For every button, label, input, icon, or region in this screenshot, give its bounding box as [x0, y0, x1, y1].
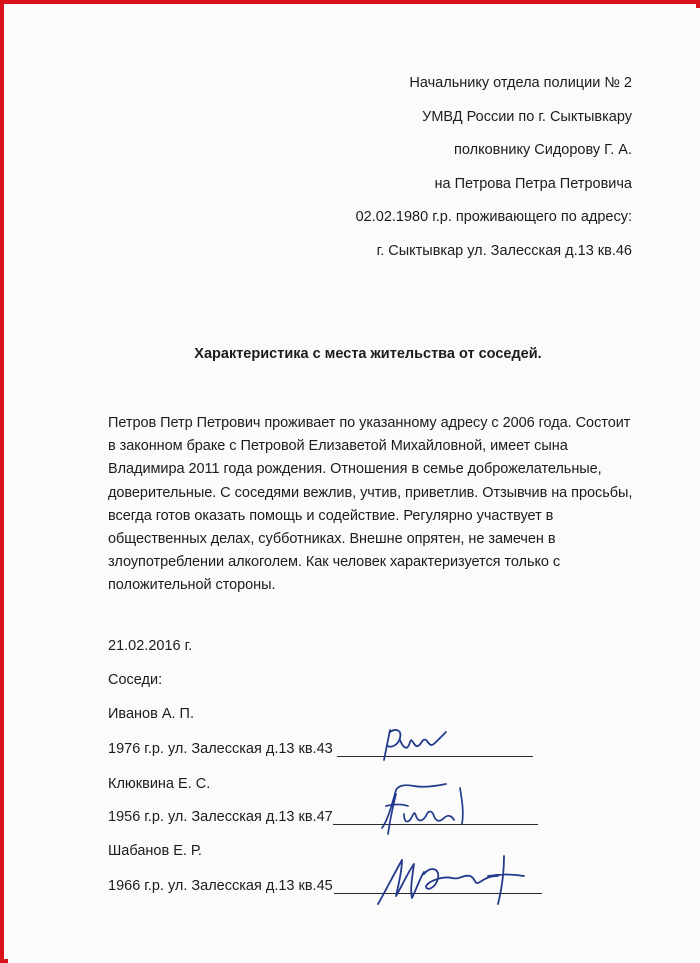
neighbor-address: 1966 г.р. ул. Залесская д.13 кв.45	[108, 878, 333, 894]
signature-klyukvina	[374, 780, 474, 840]
neighbors-label: Соседи:	[108, 672, 163, 688]
neighbor-name: Иванов А. П.	[108, 706, 195, 722]
body-line: общественных делах, субботниках. Внешне опрятен, не замечен в	[108, 531, 556, 548]
addressee-line: 02.02.1980 г.р. проживающего по адресу:	[355, 209, 632, 226]
characteristic-body	[108, 412, 633, 598]
body-line: доверительные. С соседями вежлив, учтив, приветлив. Отзывчив на просьбы,	[108, 484, 633, 501]
addressee-line: на Петрова Петра Петровича	[434, 175, 632, 192]
neighbor-address: 1956 г.р. ул. Залесская д.13 кв.47	[108, 809, 333, 825]
neighbor-address: 1976 г.р. ул. Залесская д.13 кв.43	[108, 741, 333, 757]
addressee-block	[356, 74, 632, 276]
document-date: 21.02.2016 г.	[108, 638, 193, 654]
addressee-line: УМВД России по г. Сыктывкару	[422, 108, 632, 125]
body-line: положительной стороны.	[108, 577, 276, 594]
body-line: Владимира 2011 года рождения. Отношения в семье доброжелательные,	[108, 461, 602, 478]
addressee-line: г. Сыктывкар ул. Залесская д.13 кв.46	[376, 242, 632, 259]
body-line: в законном браке с Петровой Елизаветой Михайловной, имеет сына	[108, 438, 568, 455]
signature-ivanov	[378, 724, 458, 764]
neighbor-name: Клюквина Е. С.	[108, 776, 211, 792]
addressee-line: полковнику Сидорову Г. А.	[454, 142, 632, 159]
body-line: всегда готов оказать помощь и содействие. Регулярно участвует в	[108, 507, 554, 524]
document-title: Характеристика с места жительства от соседей.	[194, 346, 542, 362]
addressee-line: Начальнику отдела полиции № 2	[409, 75, 632, 91]
signature-shabanov	[372, 846, 532, 910]
body-line: Петров Петр Петрович проживает по указанному адресу с 2006 года. Состоит	[108, 415, 631, 431]
body-line: злоупотреблении алкоголем. Как человек характеризуется только с	[108, 554, 561, 571]
neighbor-name: Шабанов Е. Р.	[108, 843, 202, 859]
document-page	[8, 8, 700, 963]
